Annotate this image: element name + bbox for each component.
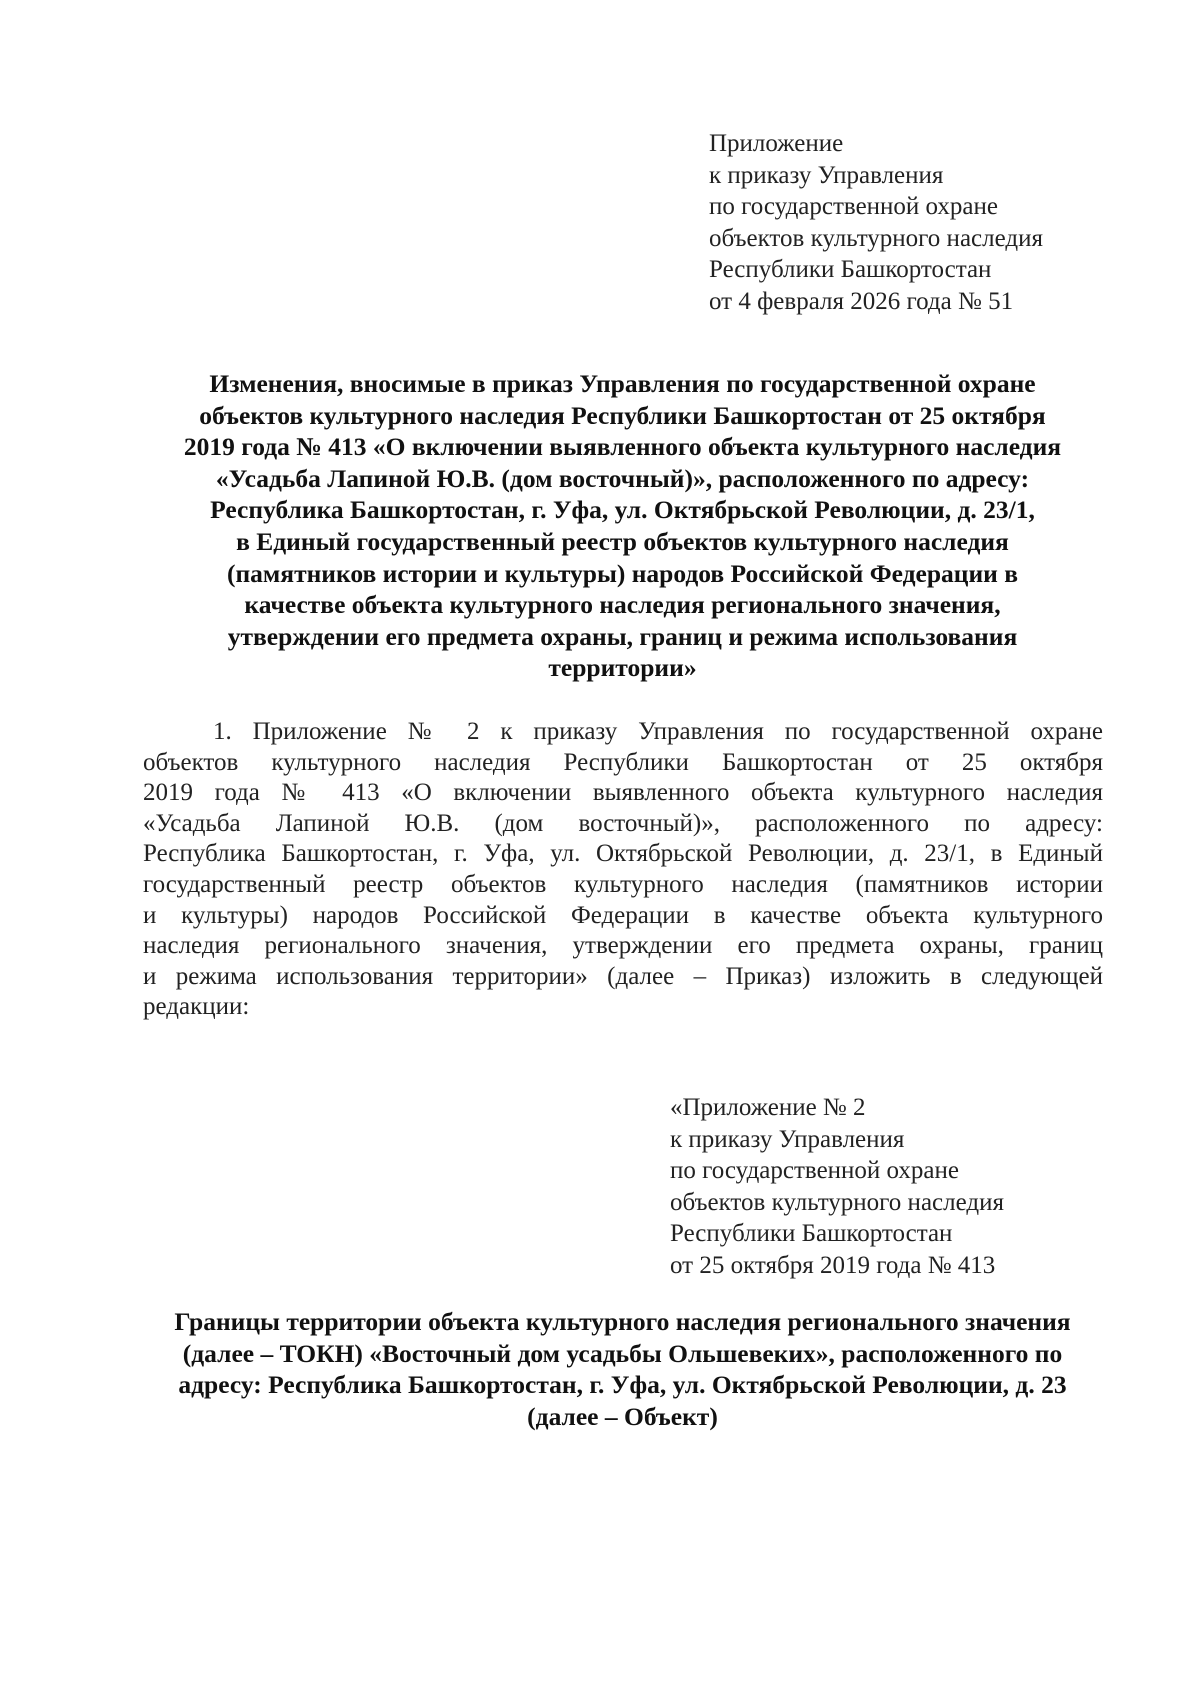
heading-line: в Единый государственный реестр объектов культурного наследия	[236, 526, 1009, 556]
approval-line: Приложение	[709, 130, 844, 157]
approval-line: к приказу Управления	[709, 161, 944, 189]
paragraph-line: «Усадьба Лапиной Ю.В. (дом восточный)», расположенного по адресу:	[143, 809, 1103, 837]
approval-line: «Приложение № 2	[670, 1094, 866, 1121]
boundaries-heading	[130, 1306, 1115, 1432]
paragraph-line: и режима использования территории» (далее – Приказ) изложить в следующей	[143, 962, 1103, 990]
paragraph-line: Республика Башкортостан, г. Уфа, ул. Октябрьской Революции, д. 23/1, в Единый	[143, 840, 1103, 868]
approval-line: к приказу Управления	[670, 1125, 905, 1153]
paragraph-line: объектов культурного наследия Республики Башкортостан от 25 октября	[143, 748, 1103, 776]
heading-line: Изменения, вносимые в приказ Управления по государственной охране	[209, 369, 1036, 398]
approval-line: от 25 октября 2019 года № 413	[670, 1251, 996, 1279]
paragraph-line: государственный реестр объектов культурного наследия (памятников истории	[143, 870, 1103, 898]
heading-line: (памятников истории и культуры) народов Российской Федерации в	[226, 558, 1018, 588]
paragraph-line: и культуры) народов Российской Федерации в качестве объекта культурного	[143, 901, 1103, 929]
heading-line: качестве объекта культурного наследия регионального значения,	[244, 590, 1001, 620]
approval-block-order	[709, 128, 1043, 317]
heading-line: территории»	[548, 653, 697, 683]
heading-line: адресу: Республика Башкортостан, г. Уфа, ул. Октябрьской Революции, д. 23	[178, 1370, 1067, 1400]
approval-line: по государственной охране	[670, 1157, 960, 1184]
heading-line: утверждении его предмета охраны, границ и режима использования	[227, 621, 1018, 651]
approval-line: от 4 февраля 2026 года № 51	[709, 287, 1014, 315]
approval-line: объектов культурного наследия	[670, 1188, 1004, 1216]
heading-line: (далее – ТОКН) «Восточный дом усадьбы Ольшевеких», расположенного по	[182, 1338, 1063, 1368]
paragraph-line: 2019 года № 413 «О включении выявленного объекта культурного наследия	[143, 779, 1103, 807]
heading-line: Границы территории объекта культурного наследия регионального значения	[174, 1307, 1071, 1336]
approval-line: объектов культурного наследия	[709, 224, 1043, 252]
heading-line: 2019 года № 413 «О включении выявленного объекта культурного наследия	[183, 432, 1062, 462]
changes-heading	[140, 368, 1105, 684]
paragraph-line: 1. Приложение № 2 к приказу Управления по государственной охране	[213, 718, 1103, 745]
approval-line: Республики Башкортостан	[670, 1220, 953, 1247]
heading-line: (далее – Объект)	[527, 1401, 718, 1431]
approval-line: Республики Башкортостан	[709, 256, 992, 283]
approval-block-annex-2	[670, 1092, 1004, 1281]
heading-line: объектов культурного наследия Республики Башкортостан от 25 октября	[199, 400, 1046, 430]
heading-line: «Усадьба Лапиной Ю.В. (дом восточный)», расположенного по адресу:	[215, 463, 1030, 493]
approval-line: по государственной охране	[709, 193, 999, 220]
heading-line: Республика Башкортостан, г. Уфа, ул. Октябрьской Революции, д. 23/1,	[210, 495, 1035, 525]
paragraph-1	[143, 717, 1103, 1023]
paragraph-line: наследия регионального значения, утверждении его предмета охраны, границ	[143, 932, 1103, 960]
paragraph-line: редакции:	[143, 993, 250, 1021]
